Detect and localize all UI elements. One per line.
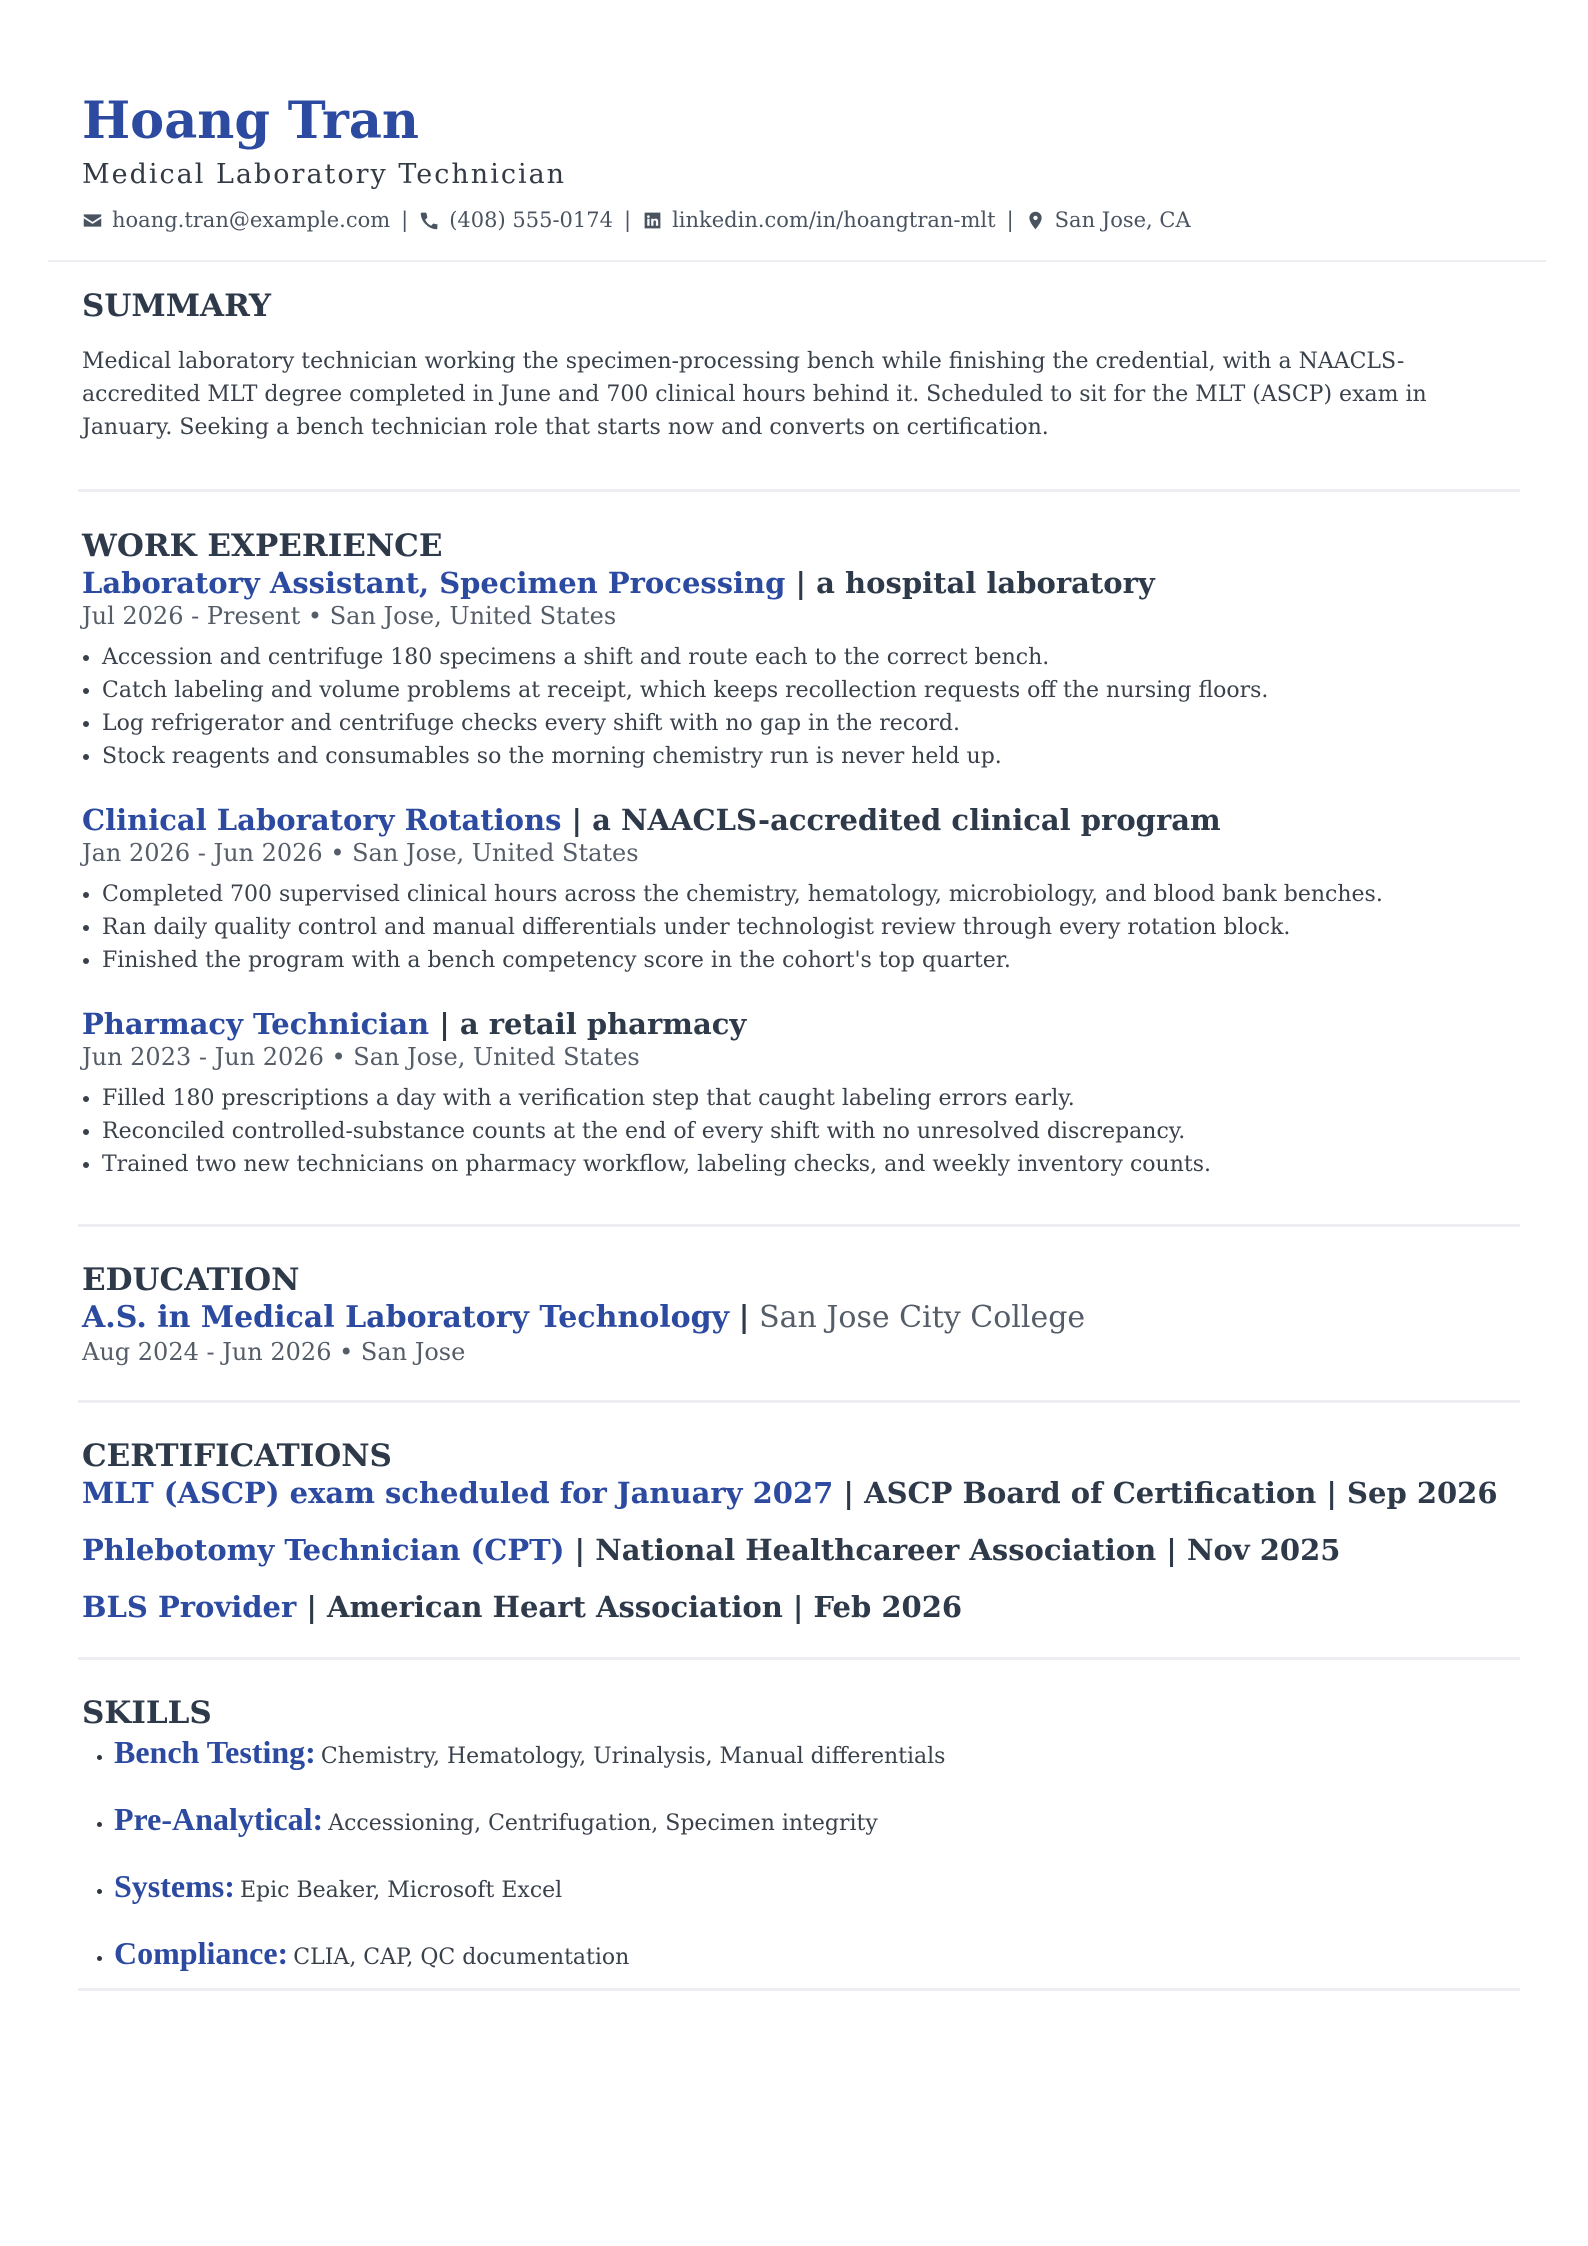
contact-line (82, 206, 1506, 234)
summary-text: Medical laboratory technician working the specimen-processing bench while finishing the credential, with a NAACLS-accredited MLT degree completed in June and 700 clinical hours behind it. Scheduled to sit for the MLT (ASCP) exam in January. Seeking a bench technician role that starts now and converts on certification. (82, 349, 1427, 440)
section-divider (78, 1400, 1520, 1403)
certification-date: Nov 2025 (1186, 1533, 1341, 1567)
linkedin-icon (642, 210, 663, 231)
job-bullet: • Ran daily quality control and manual differentials under technologist review through every rotation block. (102, 911, 1506, 944)
contact-phone[interactable] (419, 206, 613, 234)
section-divider (78, 1224, 1520, 1227)
skill-item (114, 1799, 1506, 1845)
skill-category: Systems: (114, 1868, 235, 1904)
experience-section (82, 527, 1506, 1181)
skill-item (114, 1732, 1506, 1778)
contact-location-text: San Jose, CA (1054, 208, 1191, 232)
job-meta: Jul 2026 - Present • San Jose, United States (82, 602, 617, 630)
candidate-title: Medical Laboratory Technician (82, 159, 567, 190)
job-bullet: • Reconciled controlled-substance counts at the end of every shift with no unresolved discrepancy. (102, 1115, 1506, 1148)
contact-linkedin-text: linkedin.com/in/hoangtran-mlt (672, 208, 996, 232)
education-school: San Jose City College (759, 1300, 1086, 1335)
job-bullets (82, 641, 1506, 773)
job-entry (82, 1006, 1506, 1181)
section-divider (78, 1657, 1520, 1660)
certification-issuer: National Healthcareer Association (595, 1533, 1157, 1567)
education-entry: A.S. in Medical Laboratory Technology | San Jose City College (82, 1300, 1086, 1335)
job-bullet: • Accession and centrifuge 180 specimens a shift and route each to the correct bench. (102, 641, 1506, 674)
job-bullets (82, 1082, 1506, 1181)
job-role: Pharmacy Technician (82, 1007, 430, 1041)
contact-email[interactable] (82, 206, 390, 234)
skill-category: Compliance: (114, 1935, 289, 1971)
certifications-section (82, 1437, 1506, 1646)
job-entry (82, 565, 1506, 773)
job-org: a retail pharmacy (459, 1007, 747, 1041)
section-divider (78, 1988, 1520, 1991)
certification-name: MLT (ASCP) exam scheduled for January 2027 (82, 1476, 834, 1510)
job-role: Clinical Laboratory Rotations (82, 803, 562, 837)
certification-issuer: ASCP Board of Certification (864, 1476, 1317, 1510)
job-bullet: • Filled 180 prescriptions a day with a verification step that caught labeling errors early. (102, 1082, 1506, 1115)
skill-values: Chemistry, Hematology, Urinalysis, Manual differentials (320, 1744, 946, 1769)
contact-location (1025, 206, 1191, 234)
certification-name: BLS Provider (82, 1590, 297, 1624)
job-bullet: • Trained two new technicians on pharmacy workflow, labeling checks, and weekly inventory counts. (102, 1148, 1506, 1181)
section-divider (78, 489, 1520, 492)
education-meta: Aug 2024 - Jun 2026 • San Jose (82, 1338, 466, 1366)
skills-section (82, 1694, 1506, 2000)
skills-list (82, 1732, 1506, 1979)
job-bullets (82, 878, 1506, 977)
certification-date: Feb 2026 (813, 1590, 963, 1624)
job-role: Laboratory Assistant, Specimen Processing (82, 566, 786, 600)
contact-phone-text: (408) 555-0174 (449, 208, 613, 232)
skill-item (114, 1933, 1506, 1979)
certification-item: MLT (ASCP) exam scheduled for January 2027 | ASCP Board of Certification | Sep 2026 (82, 1476, 1498, 1510)
certifications-heading: CERTIFICATIONS (82, 1438, 392, 1474)
job-header: Pharmacy Technician | a retail pharmacy (82, 1007, 747, 1041)
job-header: Clinical Laboratory Rotations | a NAACLS-accredited clinical program (82, 803, 1221, 837)
skill-values: Accessioning, Centrifugation, Specimen integrity (328, 1811, 878, 1836)
contact-linkedin[interactable] (642, 206, 996, 234)
job-bullet: • Stock reagents and consumables so the morning chemistry run is never held up. (102, 740, 1506, 773)
education-heading: EDUCATION (82, 1262, 300, 1298)
envelope-icon (82, 210, 103, 231)
map-pin-icon (1025, 210, 1046, 231)
experience-heading: WORK EXPERIENCE (82, 528, 443, 564)
job-bullet: • Finished the program with a bench competency score in the cohort's top quarter. (102, 944, 1506, 977)
skill-category: Bench Testing: (114, 1734, 316, 1770)
certification-item: BLS Provider | American Heart Association | Feb 2026 (82, 1590, 963, 1624)
skills-heading: SKILLS (82, 1695, 212, 1731)
job-entry (82, 802, 1506, 977)
summary-section (82, 287, 1506, 444)
job-bullet: • Completed 700 supervised clinical hours across the chemistry, hematology, microbiology, and blood bank benches. (102, 878, 1506, 911)
job-header: Laboratory Assistant, Specimen Processing | a hospital laboratory (82, 566, 1155, 600)
phone-icon (419, 210, 440, 231)
certification-issuer: American Heart Association (327, 1590, 783, 1624)
resume-header (0, 0, 1588, 234)
job-org: a hospital laboratory (816, 566, 1155, 600)
job-bullet: • Catch labeling and volume problems at receipt, which keeps recollection requests off the nursing floors. (102, 674, 1506, 707)
education-section (82, 1261, 1506, 1367)
summary-heading: SUMMARY (82, 288, 272, 324)
certification-date: Sep 2026 (1347, 1476, 1498, 1510)
certification-name: Phlebotomy Technician (CPT) (82, 1533, 565, 1567)
job-meta: Jan 2026 - Jun 2026 • San Jose, United States (82, 839, 639, 867)
education-degree: A.S. in Medical Laboratory Technology (82, 1300, 730, 1335)
contact-separator: | (1006, 208, 1014, 232)
contact-separator: | (623, 208, 632, 232)
job-meta: Jun 2023 - Jun 2026 • San Jose, United States (82, 1043, 640, 1071)
contact-email-text: hoang.tran@example.com (112, 208, 391, 232)
skill-values: CLIA, CAP, QC documentation (293, 1945, 630, 1970)
header-divider (48, 260, 1546, 262)
skill-category: Pre-Analytical: (114, 1801, 324, 1837)
certification-item: Phlebotomy Technician (CPT) | National Healthcareer Association | Nov 2025 (82, 1533, 1341, 1567)
skill-values: Epic Beaker, Microsoft Excel (239, 1878, 563, 1903)
job-org: a NAACLS-accredited clinical program (592, 803, 1221, 837)
candidate-name: Hoang Tran (82, 91, 419, 151)
skill-item (114, 1866, 1506, 1912)
job-bullet: • Log refrigerator and centrifuge checks every shift with no gap in the record. (102, 707, 1506, 740)
contact-separator: | (401, 208, 409, 232)
